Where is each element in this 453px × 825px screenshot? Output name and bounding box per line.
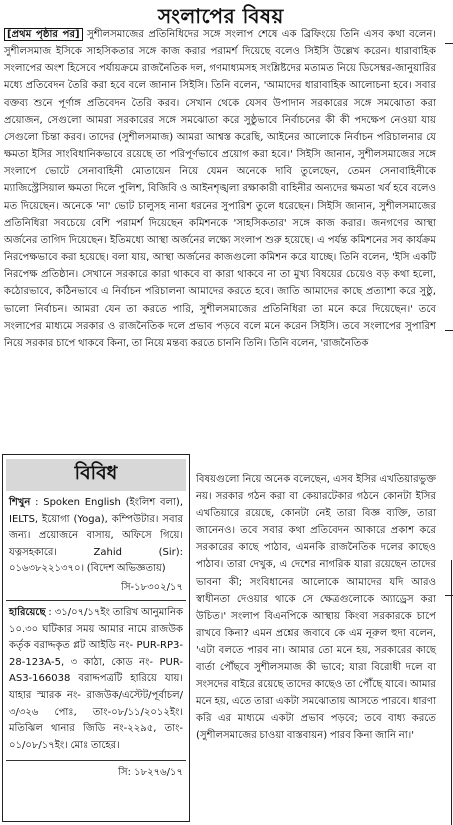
classified-heading: বিবিধ (6, 459, 186, 491)
ad-code: সি-১৮৩০২/১৭ (121, 581, 183, 593)
column-rule (445, 330, 453, 331)
classified-ad (9, 491, 183, 578)
classified-ad (9, 601, 183, 754)
column-rule (445, 43, 453, 44)
continuation-tag: [প্রথম পৃষ্ঠার পর] (4, 28, 83, 41)
ad-keyword: শিখুন (9, 497, 31, 508)
article-body-text: সুশীলসমাজের প্রতিনিধিদের সঙ্গে সংলাপ শেষে এক ব্রিফিংয়ে তিনি এসব কথা বলেন। সুশীলসমাজ ইসিকে সাহসিকতার সঙ্গে কাজ করার পরামর্শ দিয়েছে বলেও সিইসি উল্লেখ করেন। ধারাবাহিক সংলাপের অংশ হিসেবে পর্যায়ক্রমে রাজনৈতিক দল, গণমাধ্যমসহ সংশ্লিষ্টদের মতামত নিয়ে ডিসেম্বর-জানুয়ারির মধ্যে প্রতিবেদন তৈরি করা হবে বলে জানান সিইসি। তিনি বলেন, 'আমাদের ধারাবাহিক আলোচনা হবে। সবার বক্তব্য শুনে পূর্ণাঙ্গ প্রতিবেদন তৈরি করব। সেখান থেকে যেসব উপাদান সরকারের সঙ্গে সমঝোতা করা প্রয়োজন, সেগুলো আমরা সরকারের সঙ্গে সমঝোতা করে সুষ্ঠুভাবে নির্বাচনের কী কী পদক্ষেপ নেওয়া যায় সেগুলো চিন্তা করব। তাদের (সুশীলসমাজ) আমরা আশ্বস্ত করেছি, আইনের আলোকে নির্বাচন পরিচালনার যে ক্ষমতা ইসির সাংবিধানিকভাবে রয়েছে তা পরিপূর্ণভাবে প্রয়োগ করা হবে।' সিইসি জানান, সুশীলসমাজের সঙ্গে সংলাপে ভোটে সেনাবাহিনী মোতায়েন নিয়ে যেমন অনেকে দাবি তুলেছেন, তেমন সেনাবাহিনীকে ম্যাজিস্ট্রেসিয়াল ক্ষমতা দিলে পুলিশ, বিজিবি ও আইনশৃঙ্খলা রক্ষাকারী বাহিনীর অন্যদের ক্ষমতা খর্ব হবে বলেও মত দিয়েছেন। অনেকে 'না' ভোট চালুসহ নানা ধরনের সুপারিশ তুলে ধরেছেন। সিইসি জানান, সুশীলসমাজের প্রতিনিধিরা সবচেয়ে বেশি পরামর্শ দিয়েছেন কমিশনকে 'সাহসিকতার' সঙ্গে কাজ করার। জনগণের আস্থা অর্জনের তাগিদ দিয়েছেন। ইতিমধ্যে আস্থা অর্জনের লক্ষ্যে সংলাপ শুরু হয়েছে। এ পর্যন্ত কমিশনের সব কার্যক্রম নিরপেক্ষভাবে করা হয়েছে। বলা যায়, আস্থা অর্জনের কাজগুলো কমিশন করে যাচ্ছে। তিনি বলেন, 'ইসি একটি নিরপেক্ষ প্রতিষ্ঠান। সেখানে সরকারে কারা থাকবে বা কারা থাকবে না তা মুখ্য বিষয়ের চেয়েও বড় কথা হলো, কঠোরভাবে, কঠিনভাবে এ নির্বাচন পরিচালনা আমাদের করতে হবে। জাতি আমাদের কাছে প্রত্যাশা করে সুষ্ঠু, ভালো নির্বাচন। আমরা যেন তা করতে পারি, সুশীলসমাজের প্রতিনিধিরা তা মনে করে দিয়েছেন।' তবে সংলাপের মাধ্যমে সরকার ও রাজনৈতিক দলে প্রভাব পড়বে বলে মনে করেন সিইসি। তবে সংলাপের সুপারিশ নিয়ে সরকার চাপে থাকবে কিনা, তা নিয়ে মন্তব্য করতে চাননি তিনি। তিনি বলেন, 'রাজনৈতিক (4, 29, 436, 349)
ad-keyword: হারিয়েছে (9, 606, 46, 618)
classified-ad-text (9, 605, 183, 754)
ad-body: : ৩১/০৭/১৭ইং তারিখ আনুমানিক ১০.৩০ ঘটিকার সময় আমার নামে রাজউক কর্তৃক বরাদ্দকৃত প্লট আইডি নং- PUR-RP3-28-123A-5, ৩ কাঠা, কোড নং- PUR-AS3-166038 বরাদ্দপত্রটি হারিয়ে যায়। যাহার স্মারক নং- রাজউক/এস্টেট/পূর্বাচল/৩/৩২৬ পোঃ, তাং-০৮/১১/২০১২ইং। মতিঝিল থানার জিডি নং-২২৯৫, তাং- ০১/০৮/১৭ইং। মোঃ তাহের। (9, 606, 183, 751)
adjacent-column-edge (441, 0, 453, 825)
ad-separator (6, 760, 186, 761)
column-rule (451, 560, 452, 825)
classified-ad-text (9, 495, 183, 578)
article-body-continued (196, 471, 436, 745)
article-body (4, 26, 436, 352)
article-body-continued-text: বিষয়গুলো নিয়ে অনেক বলেছেন, এসব ইসির এখতিয়ারভুক্ত নয়। সরকার গঠন করা বা কেয়ারটেকার গঠনে কোনটা ইসির এখতিয়ারে রয়েছে, কোনটা নেই তারা বিজ্ঞ ব্যক্তি, তারা জানেনও। তবে সবার কথা প্রতিবেদন আকারে প্রকাশ করে সরকারের কাছে পাঠাব, এমনকি রাজনৈতিক দলের কাছেও পাঠাব। তারা দেখুক, এ দেশের নাগরিক যারা রয়েছেন তাদের ভাবনা কী; সংবিধানের আলোকে আমাদের যদি আরও স্বাধীনতা দেওয়ার থাকে সে ক্ষেত্রগুলোকে অ্যাড্রেস করা উচিত।' সংলাপ বিএনপিকে আস্থায় কিংবা সরকারকে চাপে রাখবে কিনা? এমন প্রশ্নের জবাবে কে এম নূরুল হুদা বলেন, 'এটা বলতে পারব না। আমার তো মনে হয়, সরকারের কাছে বার্তা পৌঁছবে সুশীলসমাজ কী ভাবে; যারা বিরোধী দলে বা সংসদের বাইরে রয়েছে তাদের কাছেও তা পৌঁছে যাবে। আমার মনে হয়, এতে তারা একটা সমঝোতায় আসতে পারবে। ধারণা করি এর মাধ্যমে একটা প্রভাব পড়বে; তবে বাধ্য করতে (সুশীলসমাজের চাওয়া বাস্তবায়ন) পারব কিনা জানি না।' (196, 474, 436, 742)
classified-box (2, 454, 190, 822)
ad-body: : Spoken English (ইংলিশ বলা), IELTS, ইয়োগা (Yoga), কম্পিউটার। সবার জন্য। প্রয়োজনে বাসায়, অফিসে গিয়ে। যত্নসহকারে। Zahid (Sir): ০১৬৩৮২২১৩৭০। (বিদেশ অভিজ্ঞতায়) (9, 497, 183, 575)
article-paragraph (4, 26, 436, 352)
column-rule (445, 595, 453, 596)
ad-code: সি: ১৮২৭৬/১৭ (118, 767, 183, 779)
article-headline: সংলাপের বিষয় (158, 4, 284, 28)
